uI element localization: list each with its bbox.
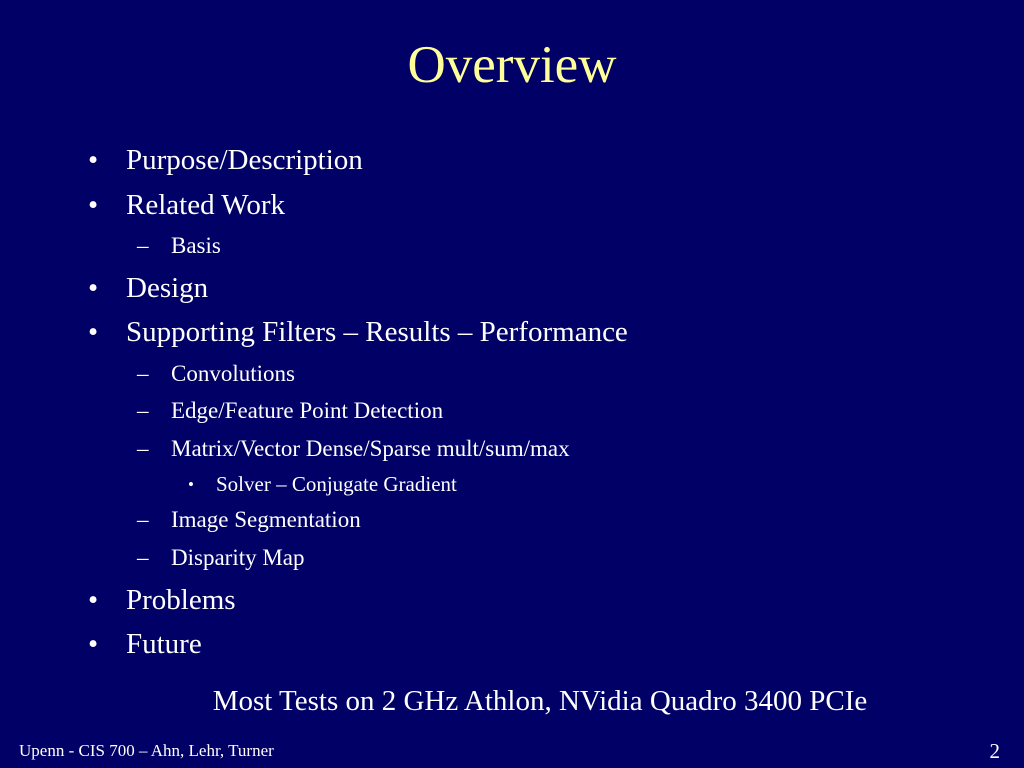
- dash-marker: –: [137, 436, 149, 461]
- dash-marker: –: [137, 361, 149, 386]
- dash-marker: –: [137, 545, 149, 570]
- sub-bullet-text: Edge/Feature Point Detection: [171, 398, 444, 423]
- sub-sub-bullet-text: Solver – Conjugate Gradient: [216, 472, 457, 496]
- slide-title: Overview: [407, 36, 617, 94]
- sub-bullet-text: Disparity Map: [171, 545, 305, 570]
- dash-marker: –: [137, 233, 149, 258]
- sub-bullet-text: Matrix/Vector Dense/Sparse mult/sum/max: [171, 436, 570, 461]
- dash-marker: –: [137, 507, 149, 532]
- bullet-marker: •: [188, 475, 194, 494]
- sub-bullet-text: Image Segmentation: [171, 507, 361, 532]
- bullet-marker: •: [88, 316, 99, 348]
- page-number: 2: [989, 739, 1000, 763]
- bullet-marker: •: [88, 584, 99, 616]
- sub-bullet-text: Convolutions: [171, 361, 295, 386]
- test-hardware-note: Most Tests on 2 GHz Athlon, NVidia Quadro 3400 PCIe: [212, 685, 868, 717]
- footer-text: Upenn - CIS 700 – Ahn, Lehr, Turner: [19, 741, 274, 760]
- bullet-text: Design: [126, 272, 209, 304]
- bullet-text: Future: [126, 628, 202, 660]
- bullet-marker: •: [88, 628, 99, 660]
- bullet-marker: •: [88, 189, 99, 221]
- bullet-text: Supporting Filters – Results – Performance: [126, 316, 628, 348]
- dash-marker: –: [137, 398, 149, 423]
- bullet-text: Problems: [126, 584, 236, 616]
- bullet-text: Purpose/Description: [126, 144, 363, 176]
- bullet-marker: •: [88, 144, 99, 176]
- bullet-marker: •: [88, 272, 99, 304]
- bullet-text: Related Work: [126, 189, 286, 221]
- sub-bullet-text: Basis: [171, 233, 221, 258]
